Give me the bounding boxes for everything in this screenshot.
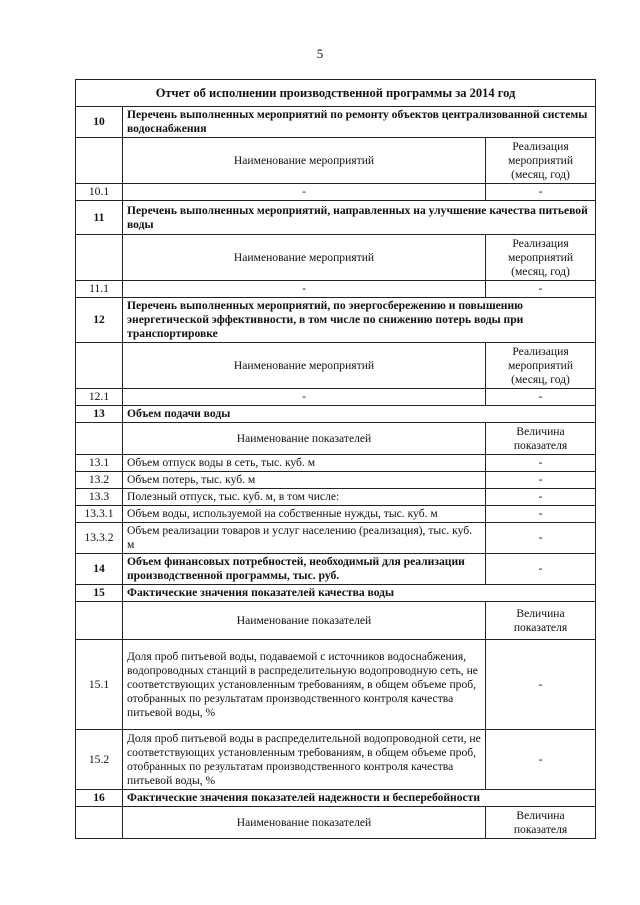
- section-row: [76, 554, 596, 585]
- row-name: Доля проб питьевой воды в распределительной водопроводной сети, не соответствующих установленным требованиям, в общем объеме проб, отобранных по результатам производственного контроля качества питьевой воды, %: [123, 730, 486, 790]
- column-header-row: [76, 235, 596, 281]
- table-row: [76, 730, 596, 790]
- section-title: Объем подачи воды: [123, 406, 596, 423]
- title-row: [76, 80, 596, 107]
- section-number: 12: [76, 298, 123, 343]
- section-title: Перечень выполненных мероприятий по ремонту объектов централизованной системы водоснабжения: [123, 107, 596, 138]
- row-name: -: [123, 281, 486, 298]
- column-header: Наименование показателей: [123, 602, 486, 640]
- section-title: Перечень выполненных мероприятий, по энергосбережению и повышению энергетической эффективности, в том числе по снижению потерь воды при транспортировке: [123, 298, 596, 343]
- section-row: [76, 107, 596, 138]
- row-name: Объем отпуск воды в сеть, тыс. куб. м: [123, 455, 486, 472]
- row-number: 15.2: [76, 730, 123, 790]
- row-value: -: [486, 506, 596, 523]
- row-name: Объем потерь, тыс. куб. м: [123, 472, 486, 489]
- column-header: Реализация мероприятий (месяц, год): [486, 138, 596, 184]
- row-value: -: [486, 730, 596, 790]
- column-header-row: [76, 423, 596, 455]
- row-value: -: [486, 281, 596, 298]
- section-number: 11: [76, 201, 123, 235]
- empty-cell: [76, 235, 123, 281]
- row-value: -: [486, 640, 596, 730]
- row-number: 10.1: [76, 184, 123, 201]
- table-row: [76, 640, 596, 730]
- row-number: 12.1: [76, 389, 123, 406]
- column-header-row: [76, 602, 596, 640]
- section-title: Фактические значения показателей качества воды: [123, 585, 596, 602]
- column-header-row: [76, 138, 596, 184]
- section-title: Перечень выполненных мероприятий, направленных на улучшение качества питьевой воды: [123, 201, 596, 235]
- section-title: Фактические значения показателей надежности и бесперебойности: [123, 790, 596, 807]
- column-header: Величина показателя: [486, 807, 596, 839]
- section-row: [76, 201, 596, 235]
- row-number: 13.3: [76, 489, 123, 506]
- empty-cell: [76, 343, 123, 389]
- column-header-row: [76, 343, 596, 389]
- row-value: -: [486, 523, 596, 554]
- section-number: 13: [76, 406, 123, 423]
- section-row: [76, 585, 596, 602]
- column-header: Величина показателя: [486, 602, 596, 640]
- table-row: [76, 523, 596, 554]
- empty-cell: [76, 807, 123, 839]
- report-title: Отчет об исполнении производственной программы за 2014 год: [76, 80, 596, 107]
- row-value: -: [486, 489, 596, 506]
- column-header-row: [76, 807, 596, 839]
- empty-cell: [76, 138, 123, 184]
- table-row: [76, 389, 596, 406]
- row-number: 13.3.2: [76, 523, 123, 554]
- table-row: [76, 281, 596, 298]
- row-number: 11.1: [76, 281, 123, 298]
- row-name: Объем реализации товаров и услуг населению (реализация), тыс. куб. м: [123, 523, 486, 554]
- row-number: 13.3.1: [76, 506, 123, 523]
- section-number: 15: [76, 585, 123, 602]
- report-table: [75, 79, 596, 839]
- section-row: [76, 790, 596, 807]
- row-number: 13.1: [76, 455, 123, 472]
- row-value: -: [486, 554, 596, 585]
- row-name: Доля проб питьевой воды, подаваемой с источников водоснабжения, водопроводных станций в распределительную водопроводную сеть, не соответствующих установленным требованиям, в общем объеме проб, отобранных по результатам производственного контроля качества питьевой воды, %: [123, 640, 486, 730]
- section-number: 14: [76, 554, 123, 585]
- row-value: -: [486, 184, 596, 201]
- table-row: [76, 472, 596, 489]
- table-row: [76, 184, 596, 201]
- empty-cell: [76, 423, 123, 455]
- row-number: 13.2: [76, 472, 123, 489]
- column-header: Наименование показателей: [123, 807, 486, 839]
- section-row: [76, 406, 596, 423]
- section-row: [76, 298, 596, 343]
- row-value: -: [486, 472, 596, 489]
- row-number: 15.1: [76, 640, 123, 730]
- empty-cell: [76, 602, 123, 640]
- table-row: [76, 455, 596, 472]
- section-number: 10: [76, 107, 123, 138]
- row-name: Объем воды, используемой на собственные нужды, тыс. куб. м: [123, 506, 486, 523]
- table-row: [76, 489, 596, 506]
- column-header: Наименование показателей: [123, 423, 486, 455]
- row-name: -: [123, 389, 486, 406]
- table-row: [76, 506, 596, 523]
- page-number: 5: [316, 46, 324, 61]
- row-name: Полезный отпуск, тыс. куб. м, в том числе:: [123, 489, 486, 506]
- column-header: Реализация мероприятий (месяц, год): [486, 343, 596, 389]
- section-title: Объем финансовых потребностей, необходимый для реализации производственной программы, тыс. руб.: [123, 554, 486, 585]
- row-value: -: [486, 389, 596, 406]
- column-header: Наименование мероприятий: [123, 235, 486, 281]
- column-header: Величина показателя: [486, 423, 596, 455]
- row-name: -: [123, 184, 486, 201]
- column-header: Наименование мероприятий: [123, 343, 486, 389]
- column-header: Реализация мероприятий (месяц, год): [486, 235, 596, 281]
- section-number: 16: [76, 790, 123, 807]
- column-header: Наименование мероприятий: [123, 138, 486, 184]
- row-value: -: [486, 455, 596, 472]
